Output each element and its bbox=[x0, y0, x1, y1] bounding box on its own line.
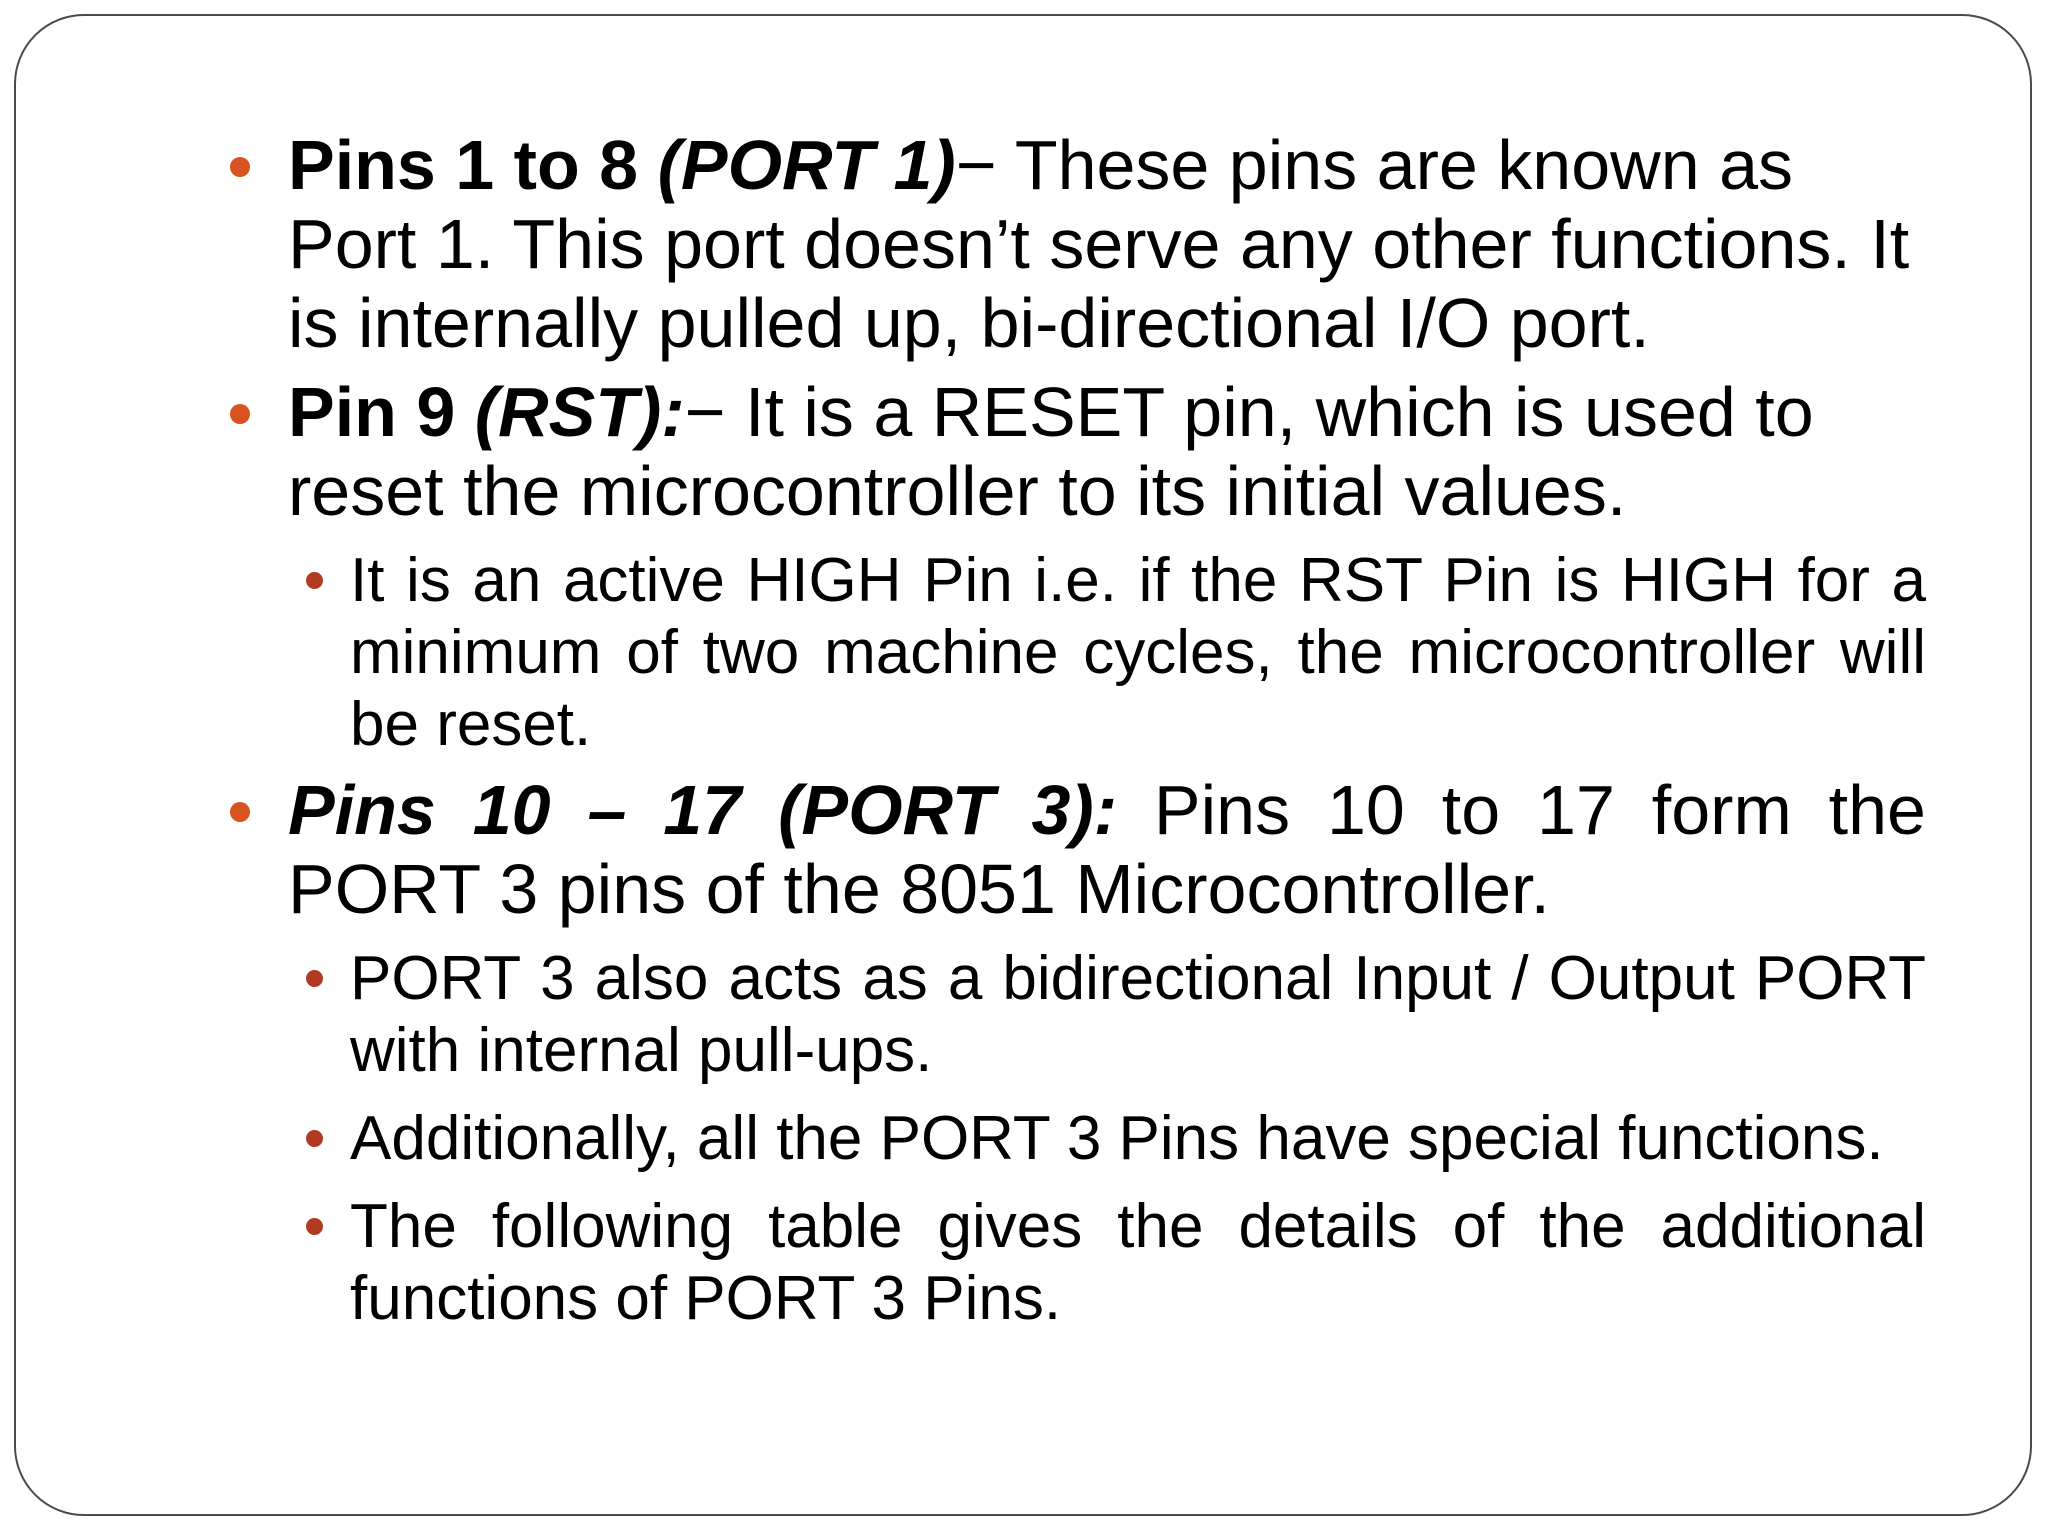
bullet-dot-icon bbox=[230, 404, 250, 424]
slide-content bbox=[226, 126, 1926, 1335]
sub-bullet-port3-bidirectional bbox=[226, 943, 1926, 1087]
sub-bullet-text: It is an active HIGH Pin i.e. if the RST Pin is HIGH for a minimum of two machine cycles, the microcontroller will be reset. bbox=[350, 546, 1926, 759]
bullet-port1-body: − These pins are known as Port 1. This port doesn’t serve any other functions. It is internally pulled up, bi-directional I/O port. bbox=[288, 126, 1910, 362]
bullet-pin9-subitems bbox=[288, 545, 1926, 761]
bullet-port3-body: Pins 10 to 17 form the PORT 3 pins of the 8051 Microcontroller. bbox=[288, 771, 1926, 928]
sub-bullet-dot-icon bbox=[306, 1130, 323, 1147]
bullet-pin9-text bbox=[288, 373, 1926, 531]
bullet-port1-lead-italic: (PORT 1) bbox=[657, 126, 956, 204]
bullet-pin9-body: − It is a RESET pin, which is used to reset the microcontroller to its initial values. bbox=[288, 373, 1814, 530]
bullet-dot-icon bbox=[230, 157, 250, 177]
bullet-port1-text bbox=[288, 126, 1926, 363]
bullet-port3-lead-italic: Pins 10 – 17 (PORT 3): bbox=[288, 771, 1118, 849]
bullet-port3-subitems bbox=[288, 943, 1926, 1335]
sub-bullet-dot-icon bbox=[306, 970, 323, 987]
bullet-port1-lead: Pins 1 to 8 bbox=[288, 126, 658, 204]
bullet-port3 bbox=[226, 771, 1926, 1335]
sub-bullet-rst-active-high bbox=[226, 545, 1926, 761]
bullet-port1 bbox=[226, 126, 1926, 363]
sub-bullet-text: The following table gives the details of the additional functions of PORT 3 Pins. bbox=[350, 1192, 1926, 1333]
sub-bullet-text: Additionally, all the PORT 3 Pins have special functions. bbox=[350, 1104, 1884, 1173]
sub-bullet-dot-icon bbox=[306, 1218, 323, 1235]
bullet-pin9-lead-italic: (RST): bbox=[474, 373, 685, 451]
bullet-pin9-lead: Pin 9 bbox=[288, 373, 475, 451]
sub-bullet-port3-special-functions bbox=[226, 1103, 1926, 1175]
bullet-port3-text bbox=[288, 771, 1926, 929]
sub-bullet-port3-table-intro bbox=[226, 1191, 1926, 1335]
bullet-pin9 bbox=[226, 373, 1926, 761]
bullet-dot-icon bbox=[230, 802, 250, 822]
sub-bullet-dot-icon bbox=[306, 572, 323, 589]
sub-bullet-text: PORT 3 also acts as a bidirectional Input / Output PORT with internal pull-ups. bbox=[350, 944, 1926, 1085]
